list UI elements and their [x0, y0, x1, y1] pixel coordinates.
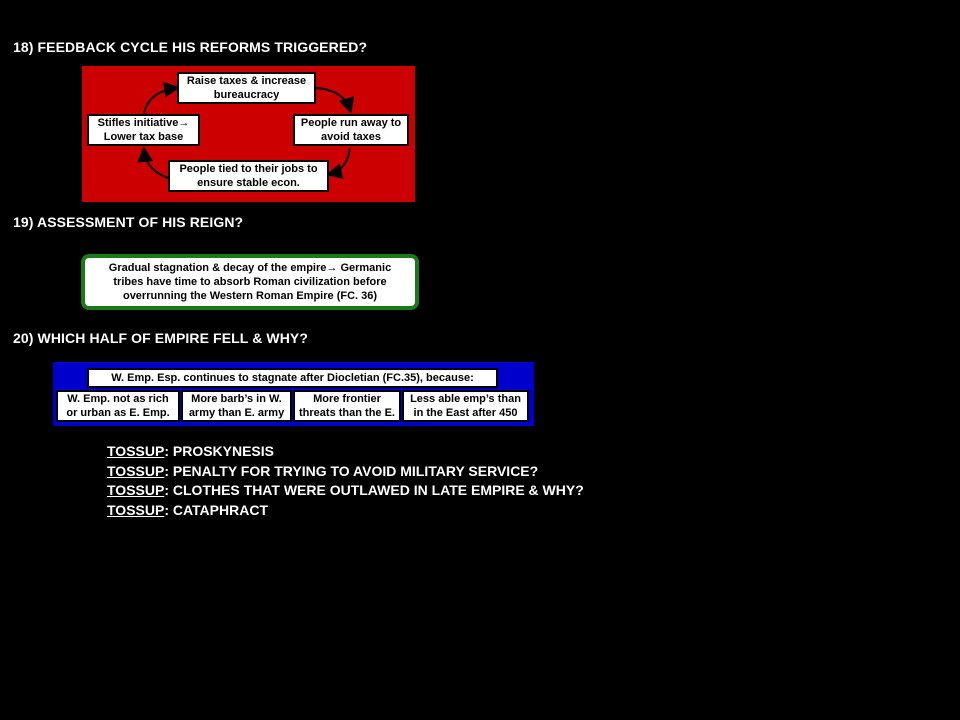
- fall-reason-box: [181, 390, 292, 422]
- tossup-item: [107, 501, 584, 521]
- fall-reason-box: [293, 390, 401, 422]
- fall-header-box: [87, 368, 498, 388]
- tossup-item: [107, 442, 584, 462]
- cycle-right-line2: avoid taxes: [321, 131, 381, 143]
- fall-reason-3-line2: threats than the E.: [299, 407, 395, 419]
- fall-reason-4-line1: Less able emp’s than: [410, 393, 521, 405]
- arrow-right-to-bottom: [330, 148, 350, 174]
- fall-reason-2-line2: army than E. army: [188, 407, 285, 419]
- assessment-line1: Gradual stagnation & decay of the empire→ Germanic: [108, 262, 392, 274]
- fall-reason-1-line2: or urban as E. Emp.: [66, 407, 170, 419]
- tossup-label: TOSSUP: [107, 462, 165, 479]
- cycle-left-line2: Lower tax base: [103, 131, 184, 143]
- feedback-cycle-panel: [82, 66, 415, 202]
- fall-reason-2-line1: More barb’s in W.: [191, 393, 282, 405]
- tossup-label: TOSSUP: [107, 501, 165, 518]
- tossup-text: : CLOTHES THAT WERE OUTLAWED IN LATE EMPIRE & WHY?: [164, 482, 584, 498]
- tossup-item: [107, 462, 584, 482]
- cycle-right-line1: People run away to: [300, 117, 402, 129]
- assessment-box: [81, 254, 419, 310]
- cycle-box-people-run-away: [293, 114, 409, 146]
- fall-reason-1-line1: W. Emp. not as rich: [67, 393, 169, 405]
- fall-reason-3-line1: More frontier: [313, 393, 381, 405]
- tossup-list: [107, 442, 584, 520]
- question-18-heading: 18) FEEDBACK CYCLE HIS REFORMS TRIGGERED?: [13, 39, 368, 55]
- tossup-label: TOSSUP: [107, 482, 165, 498]
- tossup-item: [107, 481, 584, 501]
- cycle-bottom-line1: People tied to their jobs to: [179, 163, 318, 175]
- cycle-top-line1: Raise taxes & increase: [186, 75, 307, 87]
- fall-reason-box: [402, 390, 529, 422]
- tossup-text: : PROSKYNESIS: [164, 443, 275, 459]
- cycle-box-stifles-initiative: [87, 114, 200, 146]
- empire-fall-panel: [53, 362, 534, 426]
- cycle-bottom-line2: ensure stable econ.: [197, 177, 300, 189]
- arrow-left-to-top: [144, 88, 176, 114]
- tossup-label: TOSSUP: [107, 443, 165, 459]
- arrow-bottom-to-left: [144, 150, 168, 178]
- question-19-heading: 19) ASSESSMENT OF HIS REIGN?: [13, 214, 244, 230]
- cycle-box-raise-taxes: [177, 72, 316, 104]
- fall-reason-4-line2: in the East after 450: [413, 407, 518, 419]
- fall-reason-box: [56, 390, 180, 422]
- assessment-line2: tribes have time to absorb Roman civilization before: [113, 276, 387, 288]
- cycle-left-line1: Stifles initiative→: [97, 117, 190, 129]
- question-20-heading: 20) WHICH HALF OF EMPIRE FELL & WHY?: [13, 330, 309, 346]
- tossup-text: : PENALTY FOR TRYING TO AVOID MILITARY SERVICE?: [164, 462, 539, 479]
- arrow-top-to-right: [316, 88, 350, 110]
- tossup-text: : CATAPHRACT: [164, 501, 268, 518]
- assessment-line3: overrunning the Western Roman Empire (FC. 36): [122, 290, 378, 302]
- cycle-top-line2: bureaucracy: [213, 89, 280, 101]
- fall-header-text: W. Emp. Esp. continues to stagnate after Diocletian (FC.35), because:: [111, 372, 474, 384]
- cycle-box-people-tied: [168, 160, 329, 192]
